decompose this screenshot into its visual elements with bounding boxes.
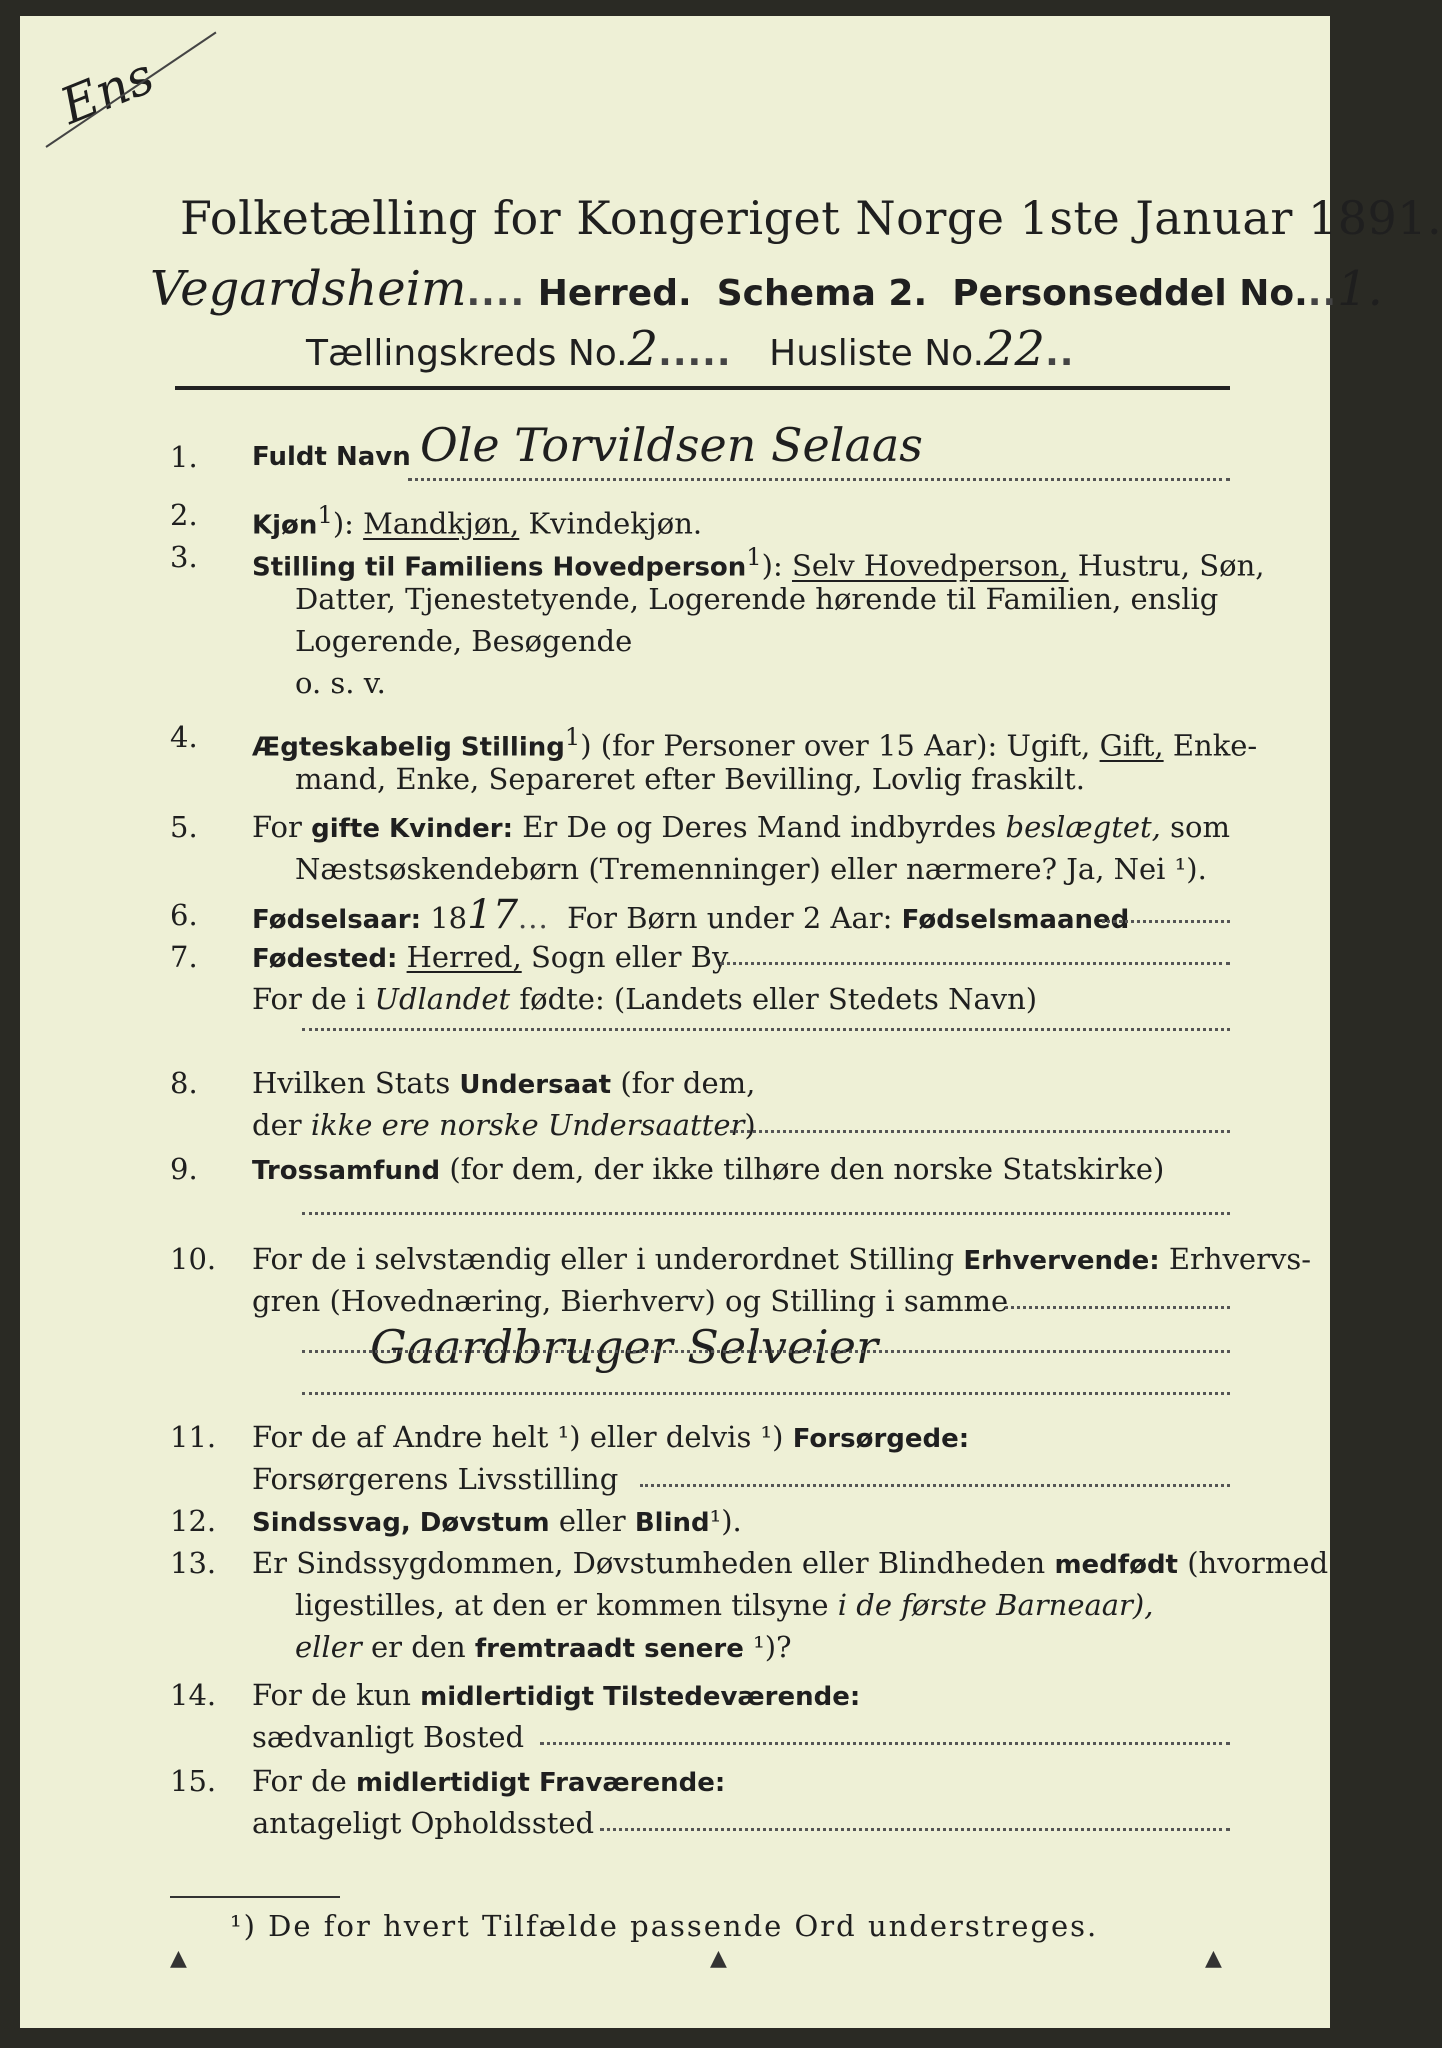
- item-label: Fødselsaar:: [252, 905, 421, 935]
- census-form-page: Ens Folketælling for Kongeriget Norge 1ste Januar 1891. Vegardsheim.... Herred. Schema 2. Personseddel No...1. Tællingskreds No.2..... Husliste No.22.. 1. Fuldt Navn Ole Torvildsen Selaas 2. Kjøn$^1$): Mandkjøn, Kvindekjøn. 3. Stilling til Familiens Hovedperson$^1$): Selv Hovedperson, Hustru, Søn, Datter, Tjenestetyende, Logerende hørende til Familien, enslig Logerende, Besøgende o. s. v. 4. Ægteskabelig Stilling$^1$) (for Personer over 15 Aar): Ugift, Gift, Enke- mand, Enke, Separeret efter Bevilling, Lovlig fraskilt. 5. For gifte Kvinder: Er De og Deres Mand indbyrdes beslægtet, som Næstsøskendebørn (Tremenninger) eller nærmere? Ja, Nei ¹). 6. Fødselsaar: 1817... For Børn under 2 Aar: Fødselsmaaned 7. Fødested: Herred, Sogn eller By For de i Udlandet fødte: (Landets eller Stedets Navn) 8. Hvilken Stats Undersaat (for dem, der ikke ere norske Undersaatter) 9. Trossamfund (for dem, der ikke tilhøre den norske Statskirke) 10. For de i selvstændig eller i underordnet Stilling Erhvervende: Erhvervs- gren (Hovednæring, Bierhverv) og Stilling i samme Gaardbruger Selveier 11. For de af Andre helt ¹) eller delvis ¹) Forsørgede: Forsørgerens Livsstilling 12. Sindssvag, Døvstum eller Blind¹). 13. Er Sindssygdommen, Døvstumheden eller Blindheden medfødt (hvormed ligestilles, at den er kommen tilsyne i de første Barneaar), eller er den fremtraadt senere ¹)? 14. For de kun midlertidigt Tilstedeværende: sædvanligt Bosted 15. For de midlertidigt Fraværende: antageligt Opholdssted ¹) De for hvert Tilfælde passende Ord understreges. ▲ ▲ ▲: [20, 16, 1330, 2028]
- answer-line: [1102, 920, 1230, 923]
- full-name-answer: Ole Torvildsen Selaas: [420, 418, 923, 472]
- item-label: Undersaat: [459, 1070, 612, 1100]
- item-label: Blind: [634, 1508, 710, 1538]
- corner-handwritten-note: Ens: [52, 46, 162, 136]
- item-label: fremtraadt senere: [474, 1634, 744, 1664]
- header-line-2: Tællingskreds No.2..... Husliste No.22..: [306, 321, 1075, 377]
- answer-line: [302, 1212, 1230, 1215]
- item-label: Ægteskabelig Stilling: [252, 732, 565, 763]
- item-label: Fødested:: [252, 944, 398, 974]
- footnote-divider: [170, 1896, 340, 1898]
- answer-line: [720, 962, 1230, 965]
- answer-line: [408, 478, 1230, 481]
- herred-name: Vegardsheim: [150, 261, 467, 317]
- answer-line: [302, 1392, 1230, 1395]
- answer-line: [302, 1028, 1230, 1031]
- husliste-label: Husliste No.: [769, 333, 985, 374]
- item-number: 12.: [170, 1504, 217, 1538]
- selected-option: Mandkjøn,: [363, 506, 520, 541]
- item-number: 10.: [170, 1242, 217, 1276]
- header-divider: [175, 386, 1230, 390]
- item-number: 7.: [170, 940, 198, 974]
- header-line-1: Vegardsheim.... Herred. Schema 2. Personseddel No...1.: [150, 261, 1383, 317]
- option-text: Sogn eller By: [530, 940, 729, 974]
- item-number: 14.: [170, 1678, 217, 1712]
- answer-line: [540, 1742, 1230, 1745]
- answer-line: [302, 1350, 1230, 1353]
- triangle-mark-icon: ▲: [170, 1946, 187, 1971]
- personseddel-label: Personseddel No.: [952, 273, 1308, 314]
- husliste-number: 22: [984, 321, 1046, 377]
- footnote-ref: 1: [317, 501, 333, 529]
- birth-year-answer: 17: [467, 892, 519, 938]
- item-label: Sindssvag, Døvstum: [252, 1508, 550, 1538]
- form-title: Folketælling for Kongeriget Norge 1ste Januar 1891.: [180, 191, 1442, 245]
- footnote-ref: 1: [746, 543, 762, 571]
- item-label: Fuldt Navn: [252, 442, 411, 472]
- item-number: 1.: [170, 440, 198, 474]
- birth-year-prefix: 18: [430, 901, 468, 935]
- kreds-label: Tællingskreds No.: [306, 333, 628, 374]
- footnote: ¹) De for hvert Tilfælde passende Ord understreges.: [230, 1909, 1099, 1943]
- answer-line: [730, 1130, 1230, 1133]
- triangle-mark-icon: ▲: [1205, 1946, 1222, 1971]
- item-number: 8.: [170, 1066, 198, 1100]
- footnote-ref: 1: [564, 723, 581, 751]
- item-number: 3.: [170, 540, 198, 574]
- herred-label: Herred.: [537, 273, 692, 314]
- item-number: 15.: [170, 1764, 217, 1798]
- item-number: 4.: [170, 720, 198, 754]
- schema-label: Schema 2.: [716, 273, 928, 314]
- personseddel-number: 1.: [1337, 261, 1383, 317]
- option-text: Hustru, Søn,: [1077, 548, 1265, 583]
- option-text: Kvindekjøn.: [528, 506, 703, 541]
- answer-line: [600, 1828, 1230, 1831]
- occupation-answer: Gaardbruger Selveier: [370, 1320, 878, 1374]
- item-number: 5.: [170, 810, 198, 844]
- item-number: 2.: [170, 498, 198, 532]
- item-label: midlertidigt Fraværende:: [356, 1768, 726, 1798]
- item-number: 6.: [170, 898, 198, 932]
- item-label: gifte Kvinder:: [311, 814, 514, 844]
- item-label: Forsørgede:: [792, 1424, 970, 1454]
- item-number: 13.: [170, 1546, 217, 1580]
- item-label: medfødt: [1054, 1550, 1178, 1580]
- triangle-mark-icon: ▲: [710, 1946, 727, 1971]
- selected-option: Selv Hovedperson,: [791, 548, 1069, 583]
- item-label: Fødselsmaaned: [901, 905, 1130, 935]
- item-label: midlertidigt Tilstedeværende:: [420, 1682, 861, 1712]
- item-label: Stilling til Familiens Hovedperson: [252, 552, 747, 583]
- selected-option: Herred,: [406, 940, 522, 974]
- answer-line: [1005, 1306, 1230, 1309]
- item-number: 11.: [170, 1420, 217, 1454]
- item-label: Erhvervende:: [963, 1246, 1160, 1276]
- item-number: 9.: [170, 1152, 198, 1186]
- selected-option: Gift,: [1099, 728, 1164, 763]
- item-label: Kjøn: [252, 510, 318, 541]
- kreds-number: 2: [627, 321, 659, 377]
- answer-line: [640, 1484, 1230, 1487]
- item-label: Trossamfund: [252, 1156, 441, 1186]
